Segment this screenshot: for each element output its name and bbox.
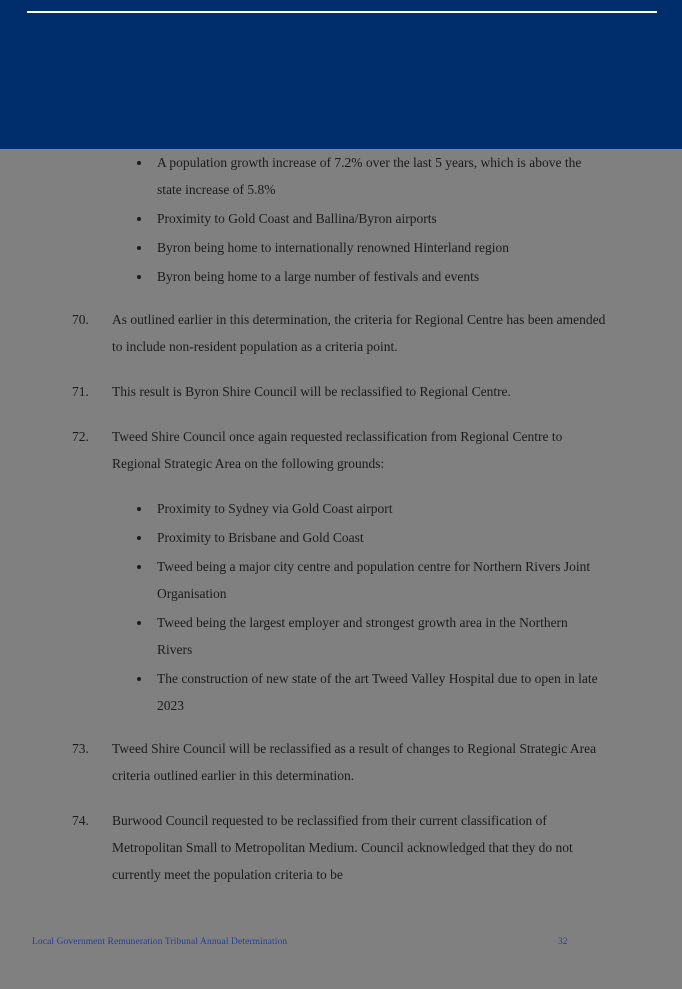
- paragraph-number: 71.: [72, 384, 89, 399]
- page-header-band: [0, 0, 682, 149]
- paragraph-number: 72.: [72, 429, 89, 444]
- numbered-paragraph-72: [0, 423, 682, 477]
- paragraph-text: Tweed Shire Council once again requested reclassification from Regional Centre to Regional Strategic Area on the following grounds:: [112, 429, 563, 471]
- list-item: Tweed being the largest employer and strongest growth area in the Northern Rivers: [133, 609, 606, 663]
- list-item: Byron being home to a large number of festivals and events: [133, 263, 606, 290]
- paragraph-text: Tweed Shire Council will be reclassified as a result of changes to Regional Strategic Area criteria outlined earlier in this determination.: [112, 741, 597, 783]
- list-item: A population growth increase of 7.2% over the last 5 years, which is above the state increase of 5.8%: [133, 149, 606, 203]
- footer-page-number: 32: [558, 937, 568, 947]
- page-content: [0, 149, 682, 929]
- list-item: Proximity to Brisbane and Gold Coast: [133, 524, 606, 551]
- numbered-paragraph-73: [0, 735, 682, 789]
- header-rule: [27, 11, 657, 13]
- list-item: Tweed being a major city centre and population centre for Northern Rivers Joint Organisation: [133, 553, 606, 607]
- list-item: Proximity to Gold Coast and Ballina/Byron airports: [133, 205, 606, 232]
- paragraph-text: This result is Byron Shire Council will be reclassified to Regional Centre.: [112, 384, 511, 399]
- list-item: Byron being home to internationally renowned Hinterland region: [133, 234, 606, 261]
- intro-bullet-list: [0, 149, 682, 290]
- paragraph-number: 74.: [72, 813, 89, 828]
- paragraph-text: As outlined earlier in this determination, the criteria for Regional Centre has been amended to include non-resident population as a criteria point.: [112, 312, 606, 354]
- list-item: Proximity to Sydney via Gold Coast airport: [133, 495, 606, 522]
- tweed-bullet-list: [0, 495, 682, 719]
- paragraph-text: Burwood Council requested to be reclassified from their current classification of Metropolitan Small to Metropolitan Medium. Council acknowledged that they do not currently meet the population criteria to be: [112, 813, 573, 882]
- numbered-paragraph-74: [0, 807, 682, 888]
- numbered-paragraph-71: [0, 378, 682, 405]
- page-footer: [0, 929, 682, 989]
- footer-document-title: Local Government Remuneration Tribunal Annual Determination: [32, 937, 288, 947]
- paragraph-number: 73.: [72, 741, 89, 756]
- paragraph-number: 70.: [72, 312, 89, 327]
- numbered-paragraph-70: [0, 306, 682, 360]
- list-item: The construction of new state of the art Tweed Valley Hospital due to open in late 2023: [133, 665, 606, 719]
